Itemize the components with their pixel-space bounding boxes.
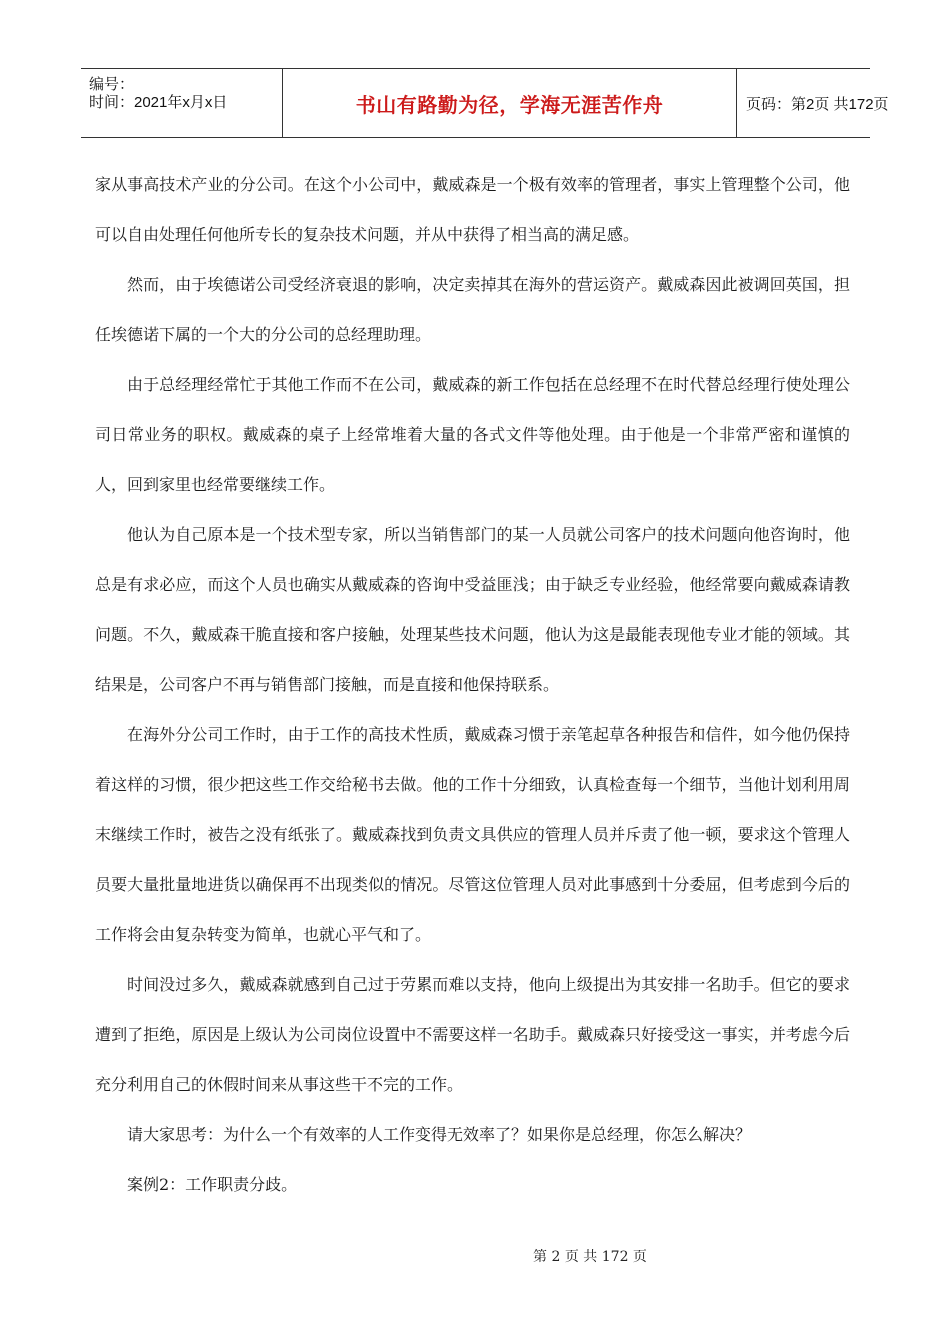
discussion-question: 请大家思考：为什么一个有效率的人工作变得无效率了？如果你是总经理，你怎么解决？ — [127, 1125, 752, 1144]
header-page-info: 页码：第2页 共172页 — [746, 95, 889, 113]
footer-page-number: 第 2 页 共 172 页 — [533, 1249, 647, 1265]
date-label: 时间：2021年x月x日 — [89, 94, 228, 111]
page-header — [81, 68, 889, 138]
header-motto-cell — [282, 69, 737, 137]
page-footer — [0, 1246, 950, 1266]
code-label: 编号： — [89, 76, 135, 93]
paragraph: 他认为自己原本是一个技术型专家，所以当销售部门的某一人员就公司客户的技术问题向他咨询时，他总是有求必应，而这个人员也确实从戴威森的咨询中受益匪浅；由于缺乏专业经验，他经常要向戴威森请教问题。不久，戴威森干脆直接和客户接触，处理某些技术问题，他认为这是最能表现他专业才能的领域。其结果是，公司客户不再与销售部门接触，而是直接和他保持联系。 — [95, 525, 850, 694]
paragraph: 时间没过多久，戴威森就感到自己过于劳累而难以支持，他向上级提出为其安排一名助手。但它的要求遭到了拒绝，原因是上级认为公司岗位设置中不需要这样一名助手。戴威森只好接受这一事实，并考虑今后充分利用自己的休假时间来从事这些干不完的工作。 — [95, 975, 850, 1094]
paragraph: 由于总经理经常忙于其他工作而不在公司，戴威森的新工作包括在总经理不在时代替总经理行使处理公司日常业务的职权。戴威森的桌子上经常堆着大量的各式文件等他处理。由于他是一个非常严密和谨慎的人，回到家里也经常要继续工作。 — [95, 375, 850, 494]
paragraph: 在海外分公司工作时，由于工作的高技术性质，戴威森习惯于亲笔起草各种报告和信件，如今他仍保持着这样的习惯，很少把这些工作交给秘书去做。他的工作十分细致，认真检查每一个细节，当他计划利用周末继续工作时，被告之没有纸张了。戴威森找到负责文具供应的管理人员并斥责了他一顿，要求这个管理人员要大量批量地进货以确保再不出现类似的情况。尽管这位管理人员对此事感到十分委屈，但考虑到今后的工作将会由复杂转变为简单，也就心平气和了。 — [95, 725, 850, 944]
header-meta-cell — [81, 69, 282, 137]
header-page-cell — [736, 69, 889, 137]
paragraph-continued: 家从事高技术产业的分公司。在这个小公司中，戴威森是一个极有效率的管理者，事实上管理整个公司，他可以自由处理任何他所专长的复杂技术问题，并从中获得了相当高的满足感。 — [95, 175, 850, 244]
paragraph: 然而，由于埃德诺公司受经济衰退的影响，决定卖掉其在海外的营运资产。戴威森因此被调回英国，担任埃德诺下属的一个大的分公司的总经理助理。 — [95, 275, 850, 344]
case-heading: 案例2：工作职责分歧。 — [127, 1175, 298, 1194]
document-body — [95, 160, 850, 1210]
header-motto: 书山有路勤为径，学海无涯苦作舟 — [355, 92, 664, 117]
